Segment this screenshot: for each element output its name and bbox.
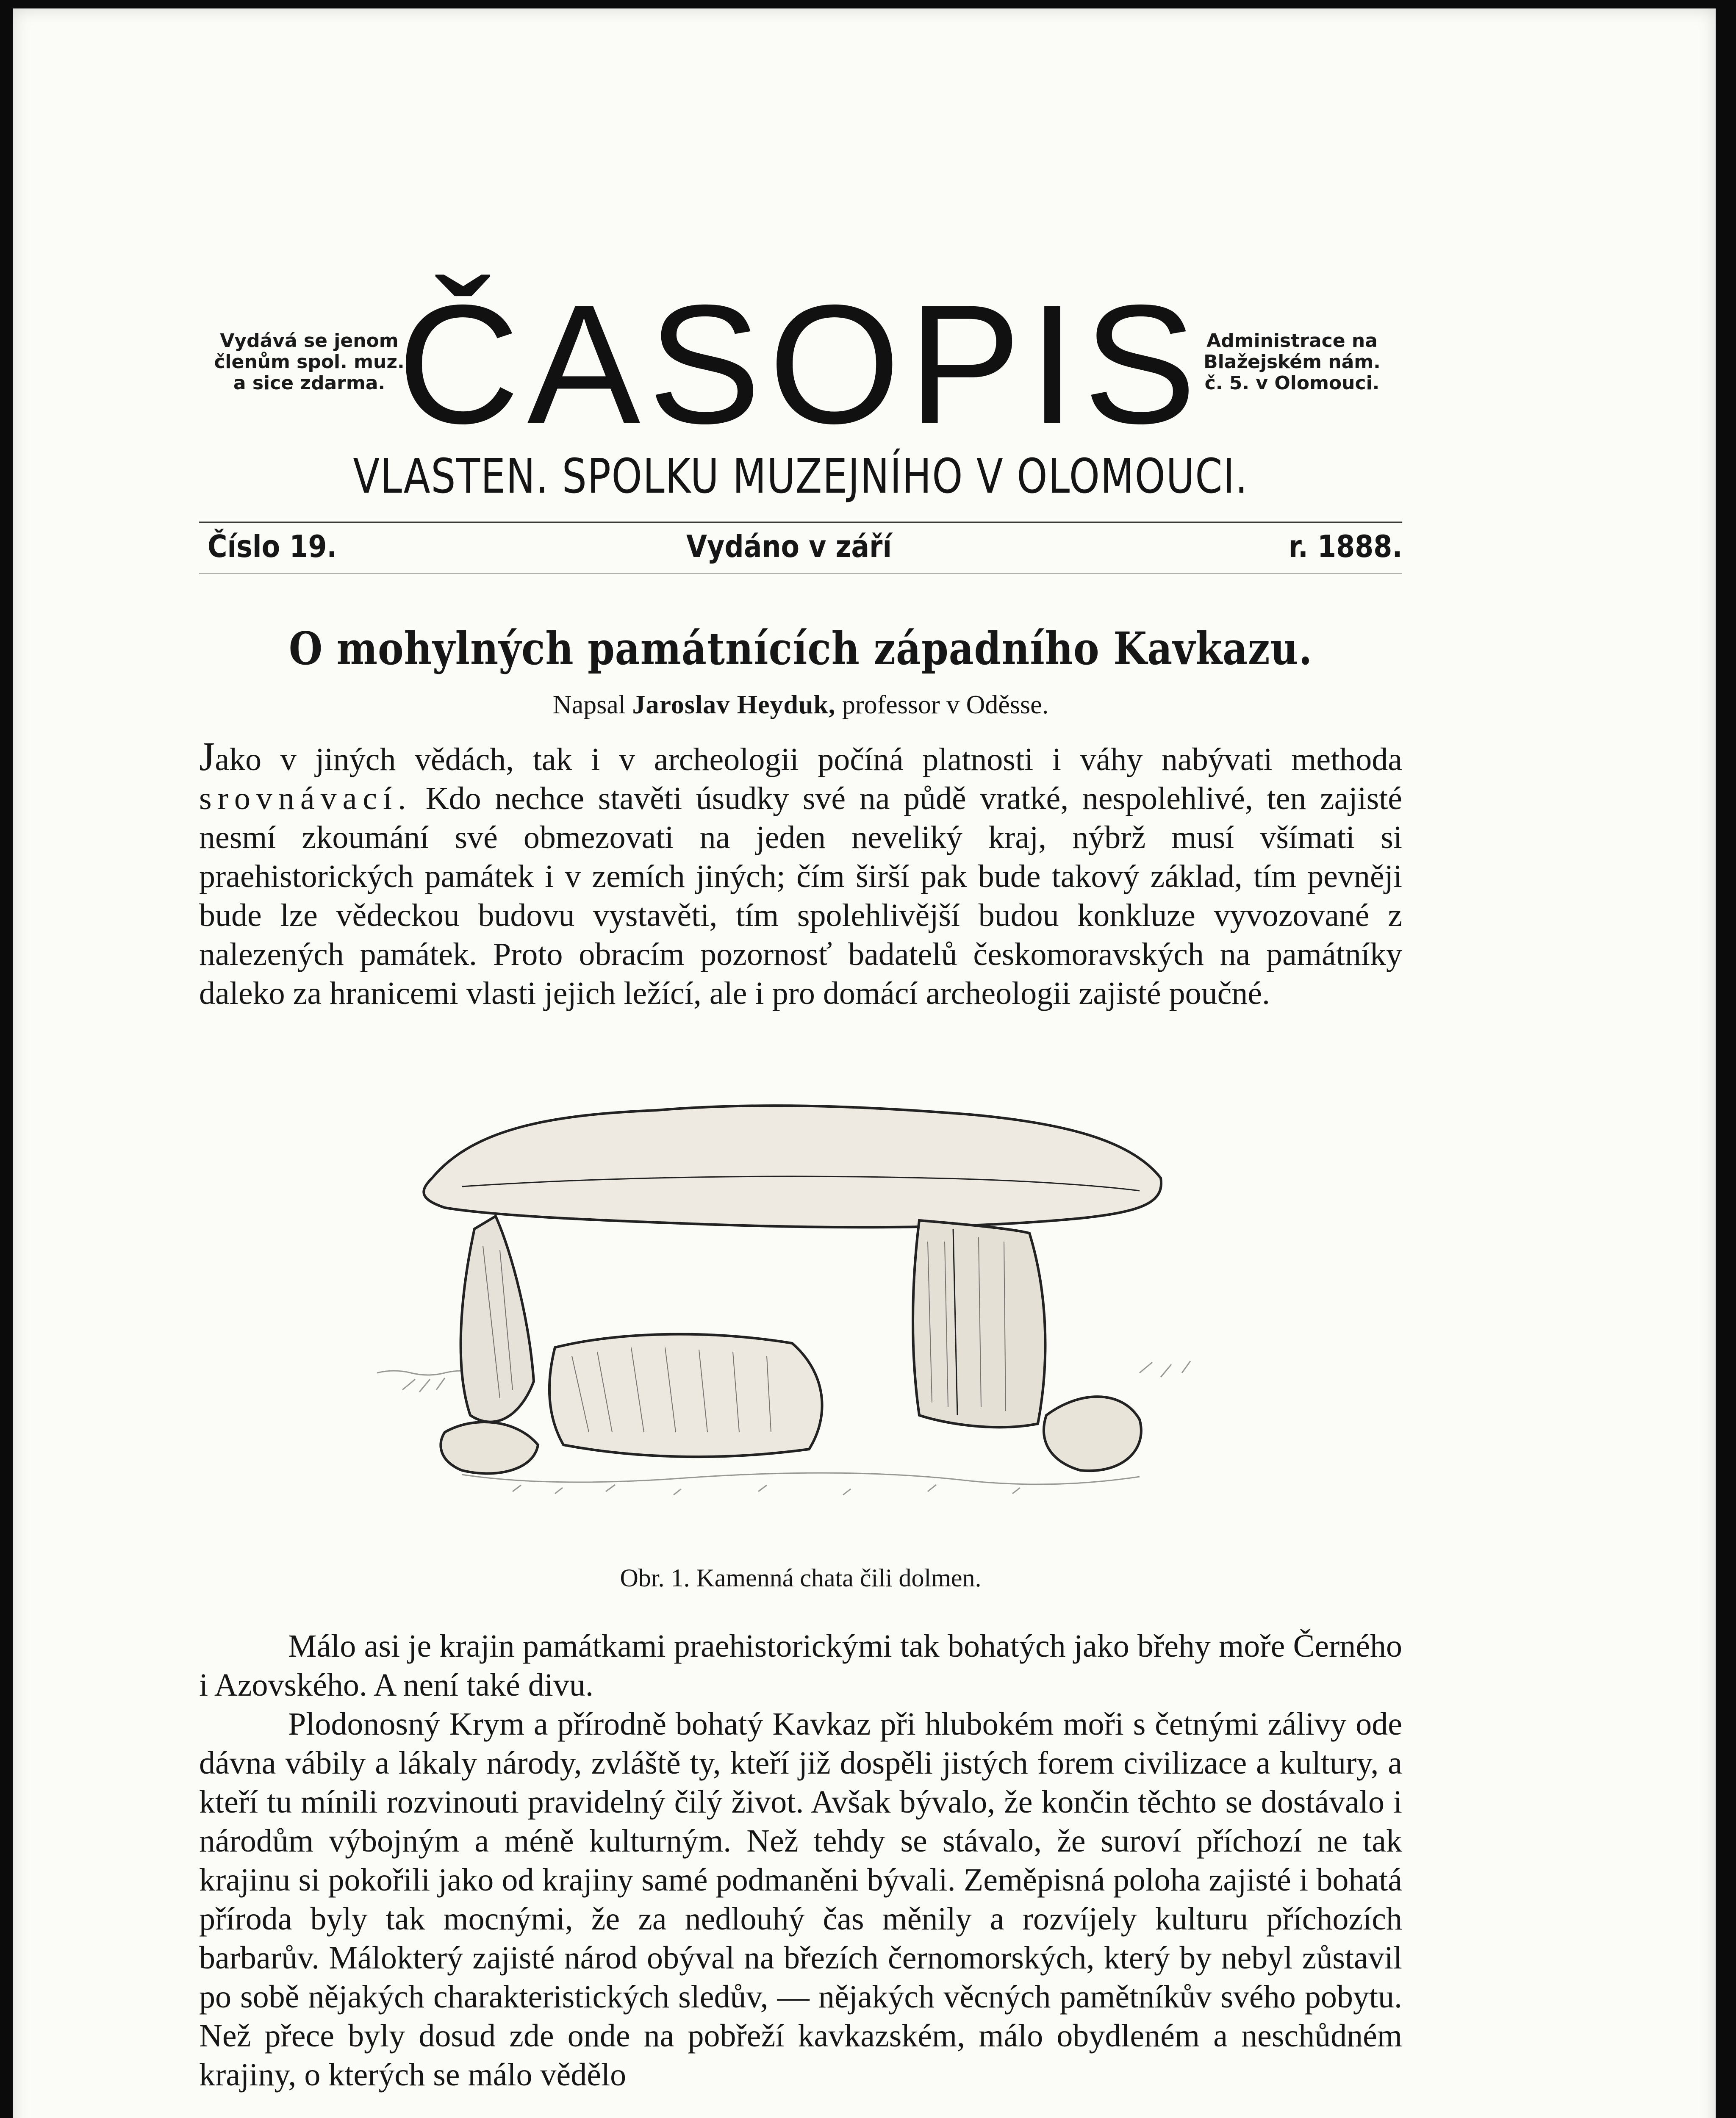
distribution-note-line: a sice zdarma. — [233, 372, 385, 394]
administration-note-line: č. 5. v Olomouci. — [1204, 372, 1380, 394]
journal-title: ČASOPIS — [397, 269, 1204, 459]
journal-subtitle: VLASTEN. SPOLKU MUZEJNÍHO V OLOMOUCI. — [353, 449, 1248, 504]
support-stone-left — [461, 1216, 534, 1422]
journal-page — [199, 271, 1402, 2094]
administration-note — [1182, 330, 1402, 394]
emphasized-term: srovnávací. — [199, 781, 412, 816]
drop-cap: J — [199, 734, 215, 779]
intro-paragraph — [199, 734, 1403, 1013]
capstone — [424, 1106, 1161, 1227]
byline-prefix: Napsal — [552, 690, 626, 719]
issue-bar — [199, 521, 1402, 575]
front-slab — [549, 1334, 822, 1457]
distribution-note-line: Vydává se jenom — [220, 330, 399, 352]
dolmen-illustration — [335, 1051, 1267, 1517]
intro-text-1: ako v jiných vědách, tak i v archeologii počíná platnosti i váhy nabývati methoda — [215, 742, 1402, 777]
article-title: O mohylných památnících západního Kavkazu. — [288, 622, 1313, 675]
author-name: Jaroslav Heyduk, — [632, 690, 836, 719]
body-paragraph: Málo asi je krajin památkami praehistorickými tak bohatých jako břehy moře Černého i Azovského. A není také divu. — [199, 1628, 1402, 1703]
issue-date: Vydáno v září — [686, 529, 892, 564]
administration-note-line: Administrace na — [1206, 330, 1378, 352]
issue-year: r. 1888. — [1288, 529, 1402, 564]
administration-note-line: Blažejském nám. — [1204, 351, 1381, 373]
distribution-note-line: členům spol. muz. — [214, 351, 405, 373]
intro-text-2: Kdo nechce stavěti úsudky své na půdě vratké, nespolehlivé, ten zajisté nesmí zkoumání své obmezovati na jeden neveliký kraj, nýbrž musí všímati si praehistorických památek i v zemích jiných; čím širší pak bude takový základ, tím pevněji bude lze vědeckou budovu vystavěti, tím spolehlivější budou konkluze vyvozované z nalezených památek. Proto obracím pozornosť badatelů českomoravských na památníky daleko za hranicemi vlasti jejich ležící, ale i pro domácí archeologii zajisté poučné. — [199, 781, 1403, 1011]
issue-number: Číslo 19. — [208, 529, 337, 564]
byline — [199, 690, 1402, 720]
figure-caption: Obr. 1. Kamenná chata čili dolmen. — [620, 1564, 982, 1592]
masthead — [199, 269, 1402, 459]
author-affiliation: professor v Oděsse. — [842, 690, 1049, 719]
body-paragraph: Plodonosný Krym a přírodně bohatý Kavkaz při hlubokém moři s četnými zálivy ode dávna vábily a lákaly národy, zvláště ty, kteří již dospěli jistých forem civilizace a kultury, a kteří tu mínili rozvinouti pravidelný čilý život. Avšak bývalo, že končin těchto se dostávalo i národům výbojným a méně kulturným. Než tehdy se stávalo, že suroví příchozí ne tak krajinu si pokořili jako od krajiny samé podmaněni bývali. Zeměpisná poloha zajisté i bohatá příroda byly tak mocnými, že za nedlouhý čas měnily a rozvíjely kulturu příchozích barbarův. Málokterý zajisté národ obýval na březích černomorských, který by nebyl zůstavil po sobě nějakých charakteristických sledův, — nějakých věcných pamětníkův svého pobytu. Než přece byly dosud zde onde na pobřeží kavkazském, málo obydleném a neschůdném krajiny, o kterých se málo vědělo — [199, 1706, 1402, 2093]
